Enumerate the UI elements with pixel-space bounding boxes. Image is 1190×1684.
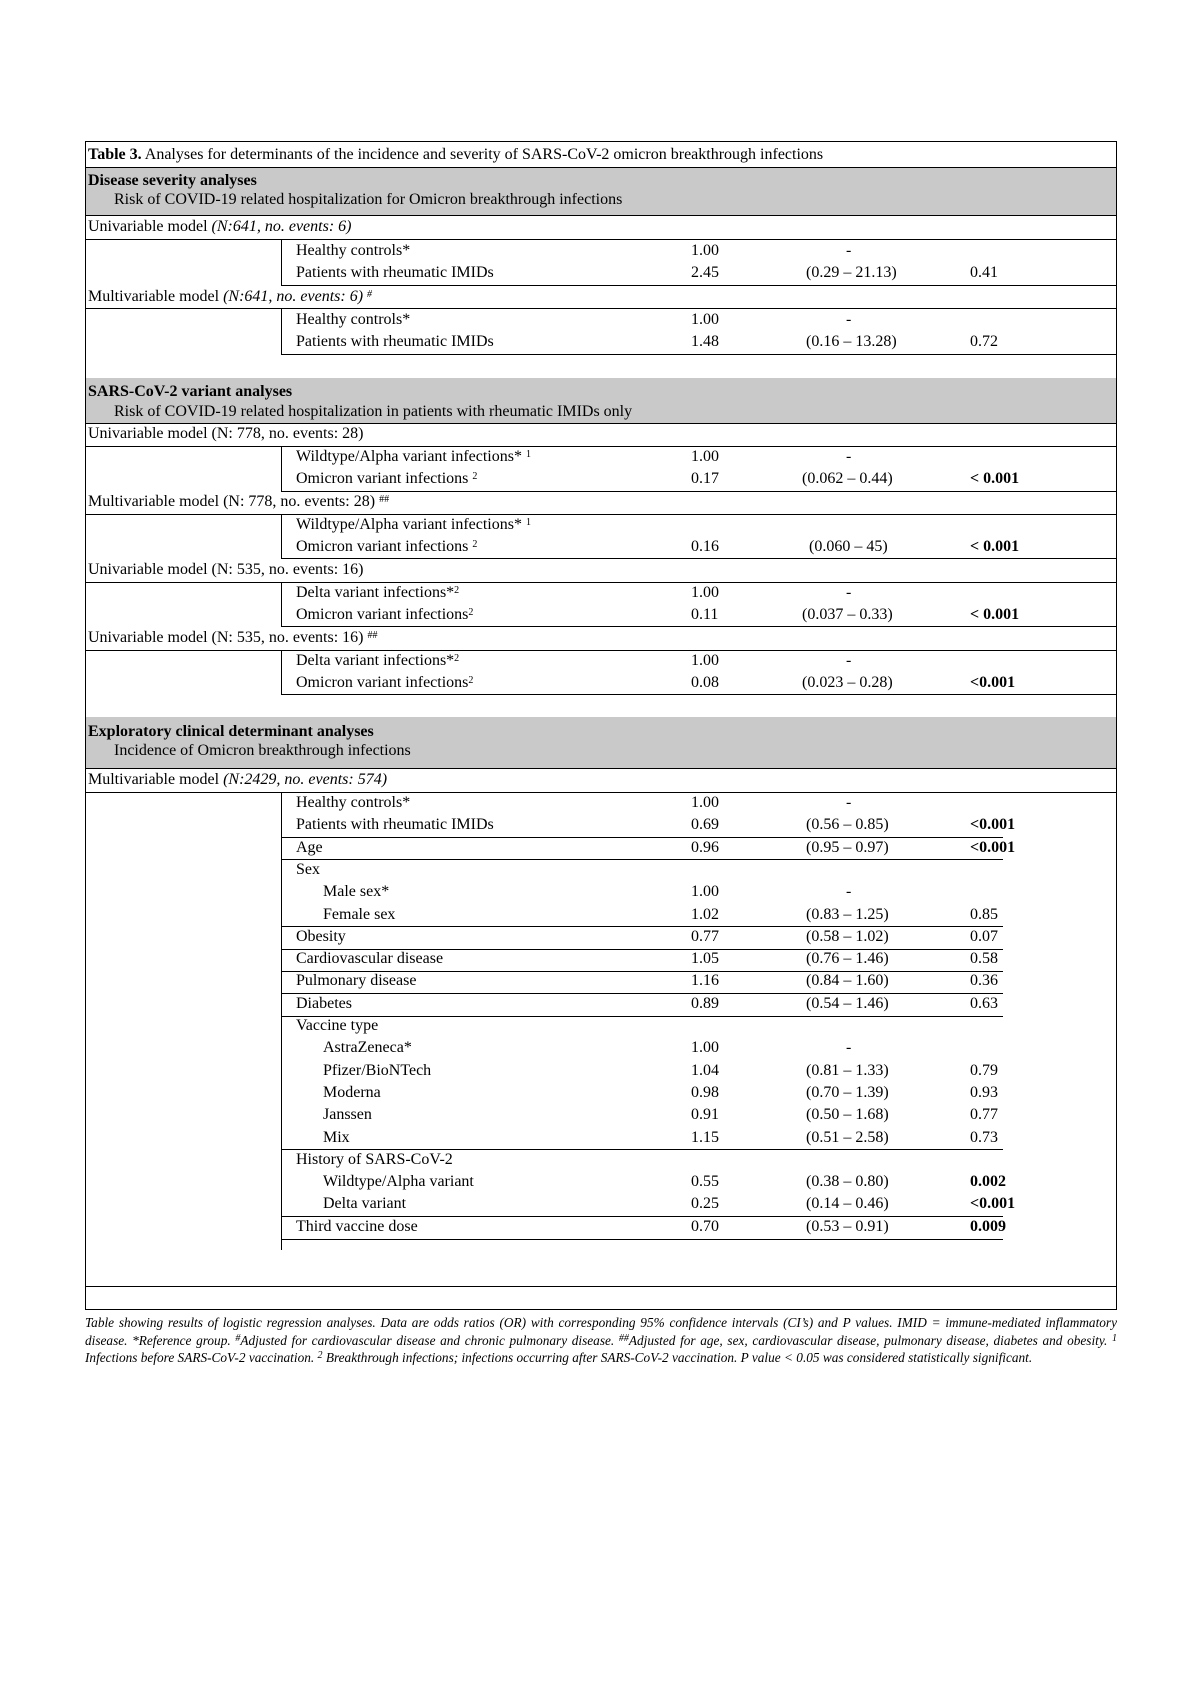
row-ci: (0.50 – 1.68): [806, 1106, 889, 1124]
row-ci: (0.51 – 2.58): [806, 1128, 889, 1146]
row-ci: -: [846, 311, 852, 328]
section-subtitle: Risk of COVID-19 related hospitalization for Omicron breakthrough infections: [114, 191, 623, 208]
row-name: Healthy controls*: [296, 311, 411, 328]
row-p: 0.73: [970, 1128, 998, 1146]
row-ci: -: [846, 584, 852, 601]
row-or: 0.89: [691, 994, 719, 1012]
row-ci: (0.84 – 1.60): [806, 972, 889, 990]
row-or: 1.00: [691, 883, 719, 901]
row-or: 1.04: [691, 1061, 719, 1079]
row-name: Pfizer/BioNTech: [323, 1061, 432, 1079]
row-or: 0.17: [691, 470, 719, 487]
row-p: 0.93: [970, 1083, 998, 1101]
row-ci: (0.023 – 0.28): [802, 674, 893, 691]
row-or: 2.45: [691, 264, 719, 281]
section-subtitle: Incidence of Omicron breakthrough infections: [114, 742, 411, 759]
row-name: Pulmonary disease: [296, 972, 417, 990]
row-name: Patients with rheumatic IMIDs: [296, 264, 494, 281]
row-name: Age: [296, 838, 323, 856]
row-ci: -: [846, 448, 852, 465]
row-or: 0.96: [691, 838, 719, 856]
row-divider: [281, 1239, 1003, 1240]
row-name: Omicron variant infections$^2$: [296, 606, 474, 623]
section-subtitle: Risk of COVID-19 related hospitalization in patients with rheumatic IMIDs only: [114, 403, 633, 420]
model-label: Multivariable model (N:641, no. events: 6) #: [88, 288, 373, 305]
model-label: Multivariable model (N:2429, no. events: 574): [88, 771, 388, 788]
row-name: Omicron variant infections $^2$: [296, 470, 478, 487]
row-or: 1.16: [691, 972, 719, 990]
row-or: 1.00: [691, 242, 719, 259]
row-ci: (0.29 – 21.13): [806, 264, 897, 281]
row-p: 0.85: [970, 905, 998, 923]
row-name: Moderna: [323, 1083, 381, 1101]
row-name: History of SARS-CoV-2: [296, 1150, 453, 1168]
row-p: 0.07: [970, 927, 998, 945]
row-or: 1.00: [691, 794, 719, 811]
row-or: 0.25: [691, 1195, 719, 1213]
row-divider: [281, 1016, 1003, 1017]
row-or: 1.02: [691, 905, 719, 923]
row-ci: -: [846, 1039, 852, 1057]
table-footnote: Table showing results of logistic regression analyses. Data are odds ratios (OR) with corresponding 95% confidence intervals (CI’s) and P values. IMID = immune-mediated inflammatory disease. *Reference group. #Adjusted for cardiovascular disease and chronic pulmonary disease. ##Adjusted for age, sex, cardiovascular disease, pulmonary disease, diabetes and obesity. $^1$ Infections before SARS-CoV-2 vaccination. $^2$ Breakthrough infections; infections occurring after SARS-CoV-2 vaccination. P value < 0.05 was considered statistically significant.: [85, 1315, 1117, 1365]
row-or: 0.77: [691, 927, 719, 945]
row-or: 1.00: [691, 1039, 719, 1057]
row-or: 0.16: [691, 538, 719, 555]
table-caption: Table 3. Analyses for determinants of the incidence and severity of SARS-CoV-2 omicron breakthrough infections: [88, 146, 824, 163]
row-name: Wildtype/Alpha variant infections* $^1$: [296, 516, 531, 533]
row-p: <0.001: [970, 816, 1016, 834]
row-p: 0.36: [970, 972, 998, 990]
row-ci: (0.54 – 1.46): [806, 994, 889, 1012]
row-p: <0.001: [970, 838, 1016, 856]
row-or: 0.70: [691, 1217, 719, 1235]
row-or: 0.91: [691, 1106, 719, 1124]
row-or: 1.15: [691, 1128, 719, 1146]
row-ci: (0.037 – 0.33): [802, 606, 893, 623]
row-name: Wildtype/Alpha variant infections* $^1$: [296, 448, 531, 465]
model-label: Univariable model (N: 778, no. events: 28): [88, 425, 364, 442]
row-p: 0.41: [970, 264, 998, 281]
row-name: Janssen: [323, 1106, 372, 1124]
row-ci: (0.14 – 0.46): [806, 1195, 889, 1213]
row-ci: (0.83 – 1.25): [806, 905, 889, 923]
row-name: Patients with rheumatic IMIDs: [296, 333, 494, 350]
results-table: [85, 141, 1117, 1310]
row-ci: (0.70 – 1.39): [806, 1083, 889, 1101]
row-p: 0.77: [970, 1106, 998, 1124]
row-name: Male sex*: [323, 883, 390, 901]
row-p: < 0.001: [970, 606, 1020, 623]
row-ci: (0.38 – 0.80): [806, 1173, 889, 1191]
row-name: Omicron variant infections$^2$: [296, 674, 474, 691]
row-or: 0.55: [691, 1173, 719, 1191]
row-ci: (0.060 – 45): [809, 538, 888, 555]
row-ci: (0.16 – 13.28): [806, 333, 897, 350]
row-or: 1.00: [691, 652, 719, 669]
row-divider: [281, 837, 1003, 838]
row-p: 0.009: [970, 1217, 1006, 1235]
row-name: Healthy controls*: [296, 794, 411, 811]
row-name: Obesity: [296, 927, 346, 945]
row-or: 0.11: [691, 606, 719, 623]
row-ci: (0.76 – 1.46): [806, 950, 889, 968]
row-p: 0.72: [970, 333, 998, 350]
row-p: 0.58: [970, 950, 998, 968]
row-divider: [281, 926, 1003, 927]
row-name: Cardiovascular disease: [296, 950, 444, 968]
section-title: Disease severity analyses: [88, 172, 257, 189]
row-p: < 0.001: [970, 470, 1020, 487]
row-divider: [281, 859, 1003, 860]
row-ci: (0.53 – 0.91): [806, 1217, 889, 1235]
row-p: 0.63: [970, 994, 998, 1012]
row-name: Sex: [296, 860, 320, 878]
row-name: Vaccine type: [296, 1017, 379, 1034]
row-ci: (0.56 – 0.85): [806, 816, 889, 834]
row-or: 1.00: [691, 584, 719, 601]
row-ci: (0.81 – 1.33): [806, 1061, 889, 1079]
row-name: Wildtype/Alpha variant: [323, 1173, 474, 1191]
row-or: 1.48: [691, 333, 719, 350]
row-or: 0.98: [691, 1083, 719, 1101]
row-name: Mix: [323, 1128, 350, 1146]
row-ci: (0.062 – 0.44): [802, 470, 893, 487]
row-divider: [281, 993, 1003, 994]
row-name: Healthy controls*: [296, 242, 411, 259]
row-ci: -: [846, 883, 852, 901]
row-or: 1.00: [691, 448, 719, 465]
row-p: <0.001: [970, 1195, 1016, 1213]
row-ci: -: [846, 794, 852, 811]
row-p: <0.001: [970, 674, 1016, 691]
row-name: Delta variant: [323, 1195, 407, 1213]
model-label: Multivariable model (N: 778, no. events: 28) ##: [88, 493, 390, 510]
row-or: 1.05: [691, 950, 719, 968]
row-name: Third vaccine dose: [296, 1217, 418, 1235]
row-name: Delta variant infections*$^2$: [296, 584, 460, 601]
row-name: Diabetes: [296, 994, 352, 1012]
row-ci: (0.95 – 0.97): [806, 838, 889, 856]
section-title: SARS-CoV-2 variant analyses: [88, 383, 293, 400]
row-name: Delta variant infections*$^2$: [296, 652, 460, 669]
row-p: 0.79: [970, 1061, 998, 1079]
section-title: Exploratory clinical determinant analyses: [88, 723, 374, 740]
row-name: Female sex: [323, 905, 396, 923]
row-or: 1.00: [691, 311, 719, 328]
row-or: 0.08: [691, 674, 719, 691]
model-label: Univariable model (N: 535, no. events: 16) ##: [88, 629, 378, 646]
row-p: < 0.001: [970, 538, 1020, 555]
row-ci: -: [846, 652, 852, 669]
row-or: 0.69: [691, 816, 719, 834]
row-name: Patients with rheumatic IMIDs: [296, 816, 494, 834]
row-ci: (0.58 – 1.02): [806, 927, 889, 945]
model-label: Univariable model (N: 535, no. events: 16): [88, 561, 364, 578]
row-name: Omicron variant infections $^2$: [296, 538, 478, 555]
row-ci: -: [846, 242, 852, 259]
model-label: Univariable model (N:641, no. events: 6): [88, 218, 352, 235]
row-p: 0.002: [970, 1173, 1006, 1191]
row-name: AstraZeneca*: [323, 1039, 412, 1057]
